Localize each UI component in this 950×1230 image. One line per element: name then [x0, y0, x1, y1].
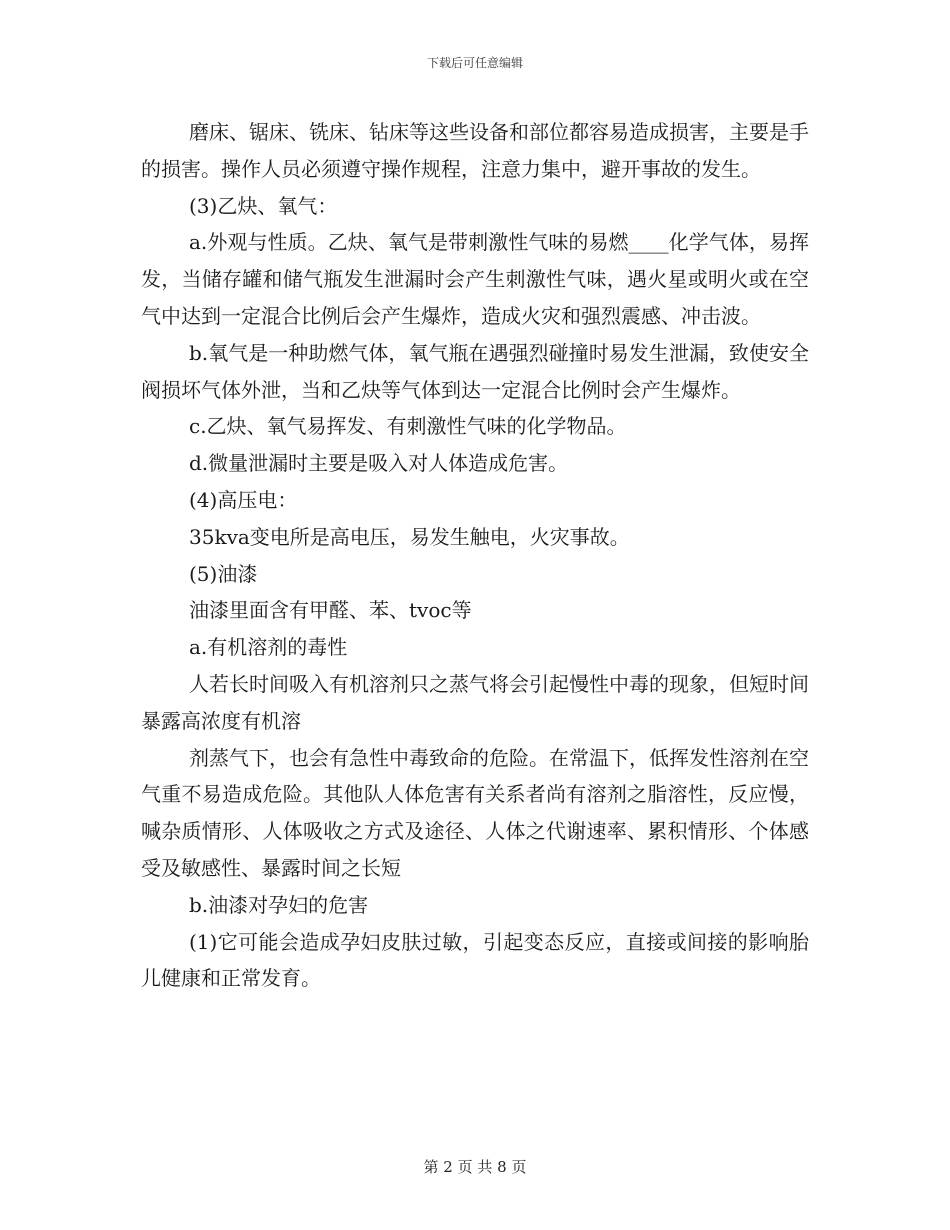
page-header: 下载后可任意编辑 [426, 56, 523, 70]
paragraph-skin-allergy: (1)它可能会造成孕妇皮肤过敏，引起变态反应，直接或间接的影响胎儿健康和正常发育。 [141, 929, 809, 991]
paragraph-machine-hazard: 磨床、锯床、铣床、钻床等这些设备和部位都容易造成损害，主要是手的损害。操作人员必须遵守操作规程，注意力集中，避开事故的发生。 [141, 120, 809, 181]
paragraph-acute-poisoning: 剂蒸气下，也会有急性中毒致命的危险。在常温下，低挥发性溶剂在空气重不易造成危险。其他队人体危害有关系者尚有溶剂之脂溶性，反应慢，喊杂质情形、人体吸收之方式及途径、人体之代谢速率、累积情形、个体感受及敏感性、暴露时间之长短 [141, 745, 809, 880]
heading-acetylene-oxygen: (3)乙炔、氧气： [189, 193, 338, 218]
heading-solvent-toxicity: a.有机溶剂的毒性 [189, 635, 348, 660]
heading-high-voltage: (4)高压电： [189, 487, 298, 512]
paragraph-micro-leak: d.微量泄漏时主要是吸入对人体造成危害。 [189, 451, 569, 476]
page-footer: 第 2 页 共 8 页 [423, 1158, 527, 1176]
heading-pregnancy-hazard: b.油漆对孕妇的危害 [189, 892, 369, 917]
heading-paint: (5)油漆 [189, 561, 258, 586]
paragraph-paint-contents: 油漆里面含有甲醛、苯、tvoc等 [189, 598, 472, 623]
document-body [141, 114, 809, 997]
paragraph-oxygen: b.氧气是一种助燃气体，氧气瓶在遇强烈碰撞时易发生泄漏，致使安全阀损坏气体外泄，当和乙炔等气体到达一定混合比例时会产生爆炸。 [141, 340, 809, 402]
paragraph-substation: 35kva变电所是高电压，易发生触电，火灾事故。 [189, 524, 630, 549]
paragraph-appearance-properties: a.外观与性质。乙炔、氧气是带刺激性气味的易燃____化学气体，易挥发，当储存罐和储气瓶发生泄漏时会产生刺激性气味，遇火星或明火或在空气中达到一定混合比例后会产生爆炸，造成火灾和强烈震感、冲击波。 [141, 230, 809, 328]
paragraph-chronic-poisoning: 人若长时间吸入有机溶剂只之蒸气将会引起慢性中毒的现象，但短时间暴露高浓度有机溶 [141, 671, 809, 733]
paragraph-volatile: c.乙炔、氧气易挥发、有刺激性气味的化学物品。 [189, 414, 627, 439]
